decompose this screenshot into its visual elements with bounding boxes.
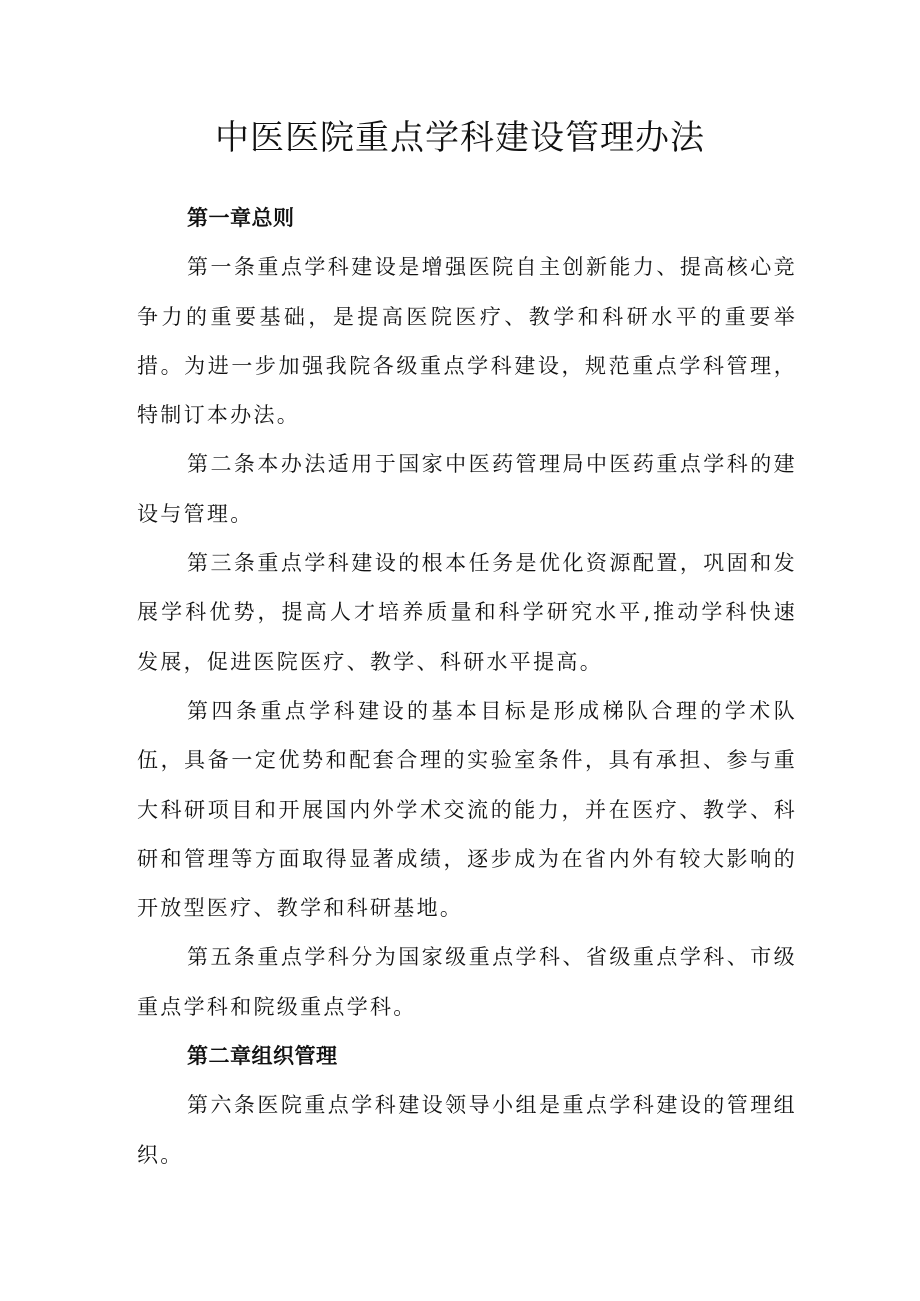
chapter-heading: 第一章总则 [187,206,295,230]
document-body [137,194,797,1180]
document-title: 中医医院重点学科建设管理办法 [215,118,705,158]
article-paragraph: 第四条重点学科建设的基本目标是形成梯队合理的学术队伍，具备一定优势和配套合理的实验室条件，具有承担、参与重大科研项目和开展国内外学术交流的能力，并在医疗、教学、科研和管理等方面取得显著成绩，逐步成为在省内外有较大影响的开放型医疗、教学和科研基地。 [137,698,797,921]
chapter-heading: 第二章组织管理 [187,1044,338,1069]
article-paragraph: 第六条医院重点学科建设领导小组是重点学科建设的管理组织。 [137,1093,797,1167]
article-paragraph: 第三条重点学科建设的根本任务是优化资源配置，巩固和发展学科优势，提高人才培养质量和科学研究水平,推动学科快速发展，促进医院医疗、教学、科研水平提高。 [137,551,797,674]
article-paragraph: 第五条重点学科分为国家级重点学科、省级重点学科、市级重点学科和院级重点学科。 [137,945,797,1019]
article-paragraph: 第一条重点学科建设是增强医院自主创新能力、提高核心竞争力的重要基础，是提高医院医疗、教学和科研水平的重要举措。为进一步加强我院各级重点学科建设，规范重点学科管理，特制订本办法。 [137,255,797,428]
article-paragraph: 第二条本办法适用于国家中医药管理局中医药重点学科的建设与管理。 [137,452,797,526]
